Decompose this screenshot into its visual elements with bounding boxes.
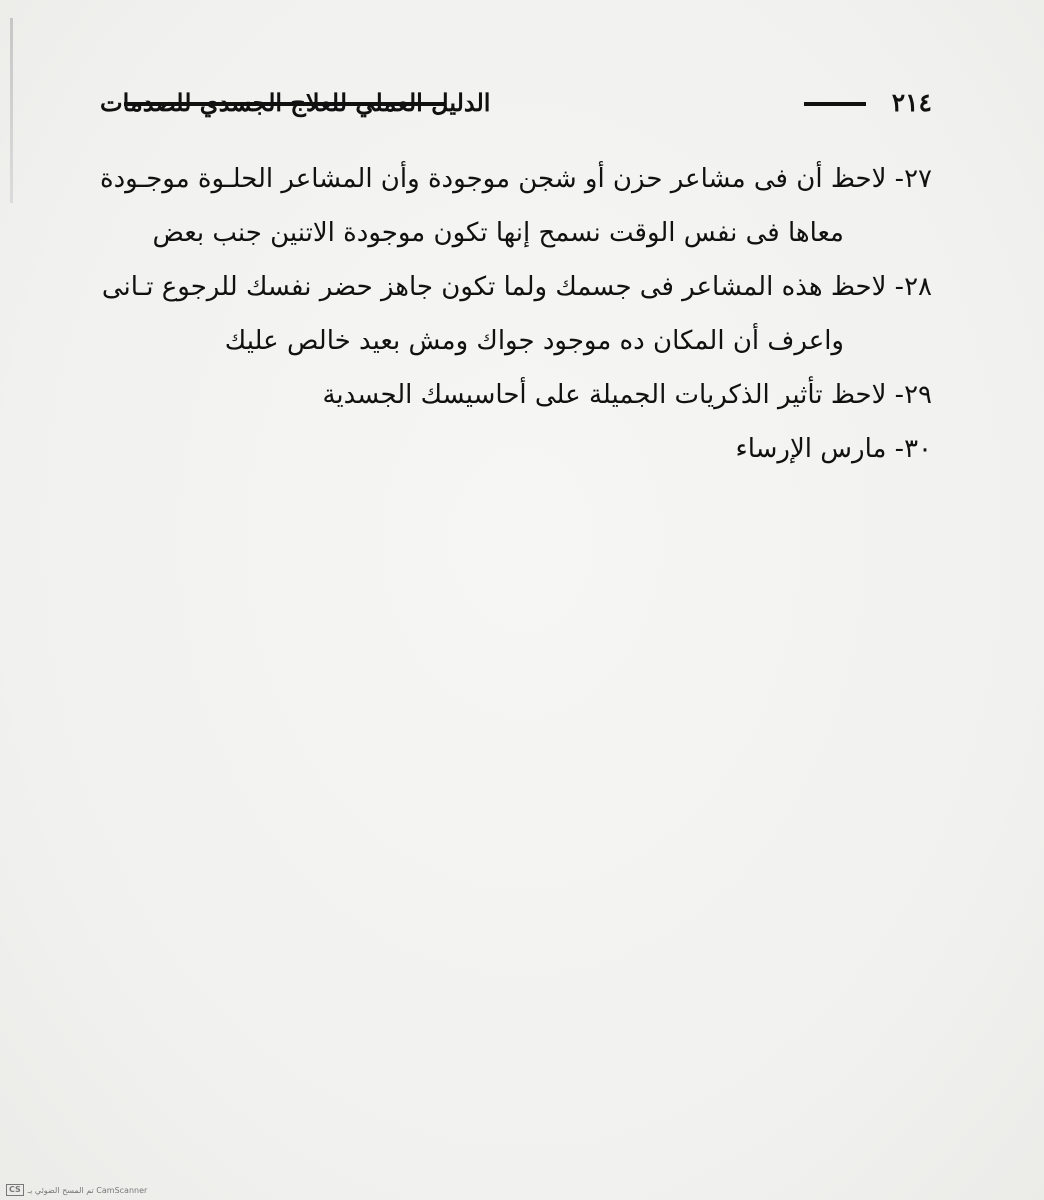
page-header: [100, 86, 932, 120]
list-item-27: [99, 152, 932, 260]
camscanner-logo-icon: CS: [6, 1184, 24, 1196]
list-item-28: [102, 260, 932, 368]
list-item-line: ٣٠- مارس الإرساء: [735, 434, 932, 464]
scanner-watermark: [6, 1184, 147, 1196]
scan-edge-shadow: [10, 18, 13, 203]
numbered-list: [99, 152, 932, 476]
scanner-text: تم المسح الضوئي بـ CamScanner: [27, 1185, 148, 1195]
page-number: ٢١٤: [891, 88, 932, 117]
list-item-30: [102, 422, 932, 476]
list-item-29: [102, 368, 932, 422]
list-item-line: معاها فى نفس الوقت نسمح إنها تكون موجودة الاتنين جنب بعض: [152, 218, 844, 248]
list-item-line: ٢٩- لاحظ تأثير الذكريات الجميلة على أحاسيسك الجسدية: [322, 380, 932, 410]
header-rule-right: [804, 102, 866, 106]
list-item-line: ٢٨- لاحظ هذه المشاعر فى جسمك ولما تكون جاهز حضر نفسك للرجوع تـانى: [101, 272, 932, 302]
book-title: الدليل العملي للعلاج الجسدي للصدمات: [100, 88, 491, 117]
list-item-line: واعرف أن المكان ده موجود جواك ومش بعيد خالص عليك: [224, 326, 844, 356]
list-item-line: ٢٧- لاحظ أن فى مشاعر حزن أو شجن موجودة وأن المشاعر الحلـوة موجـودة: [99, 164, 932, 194]
